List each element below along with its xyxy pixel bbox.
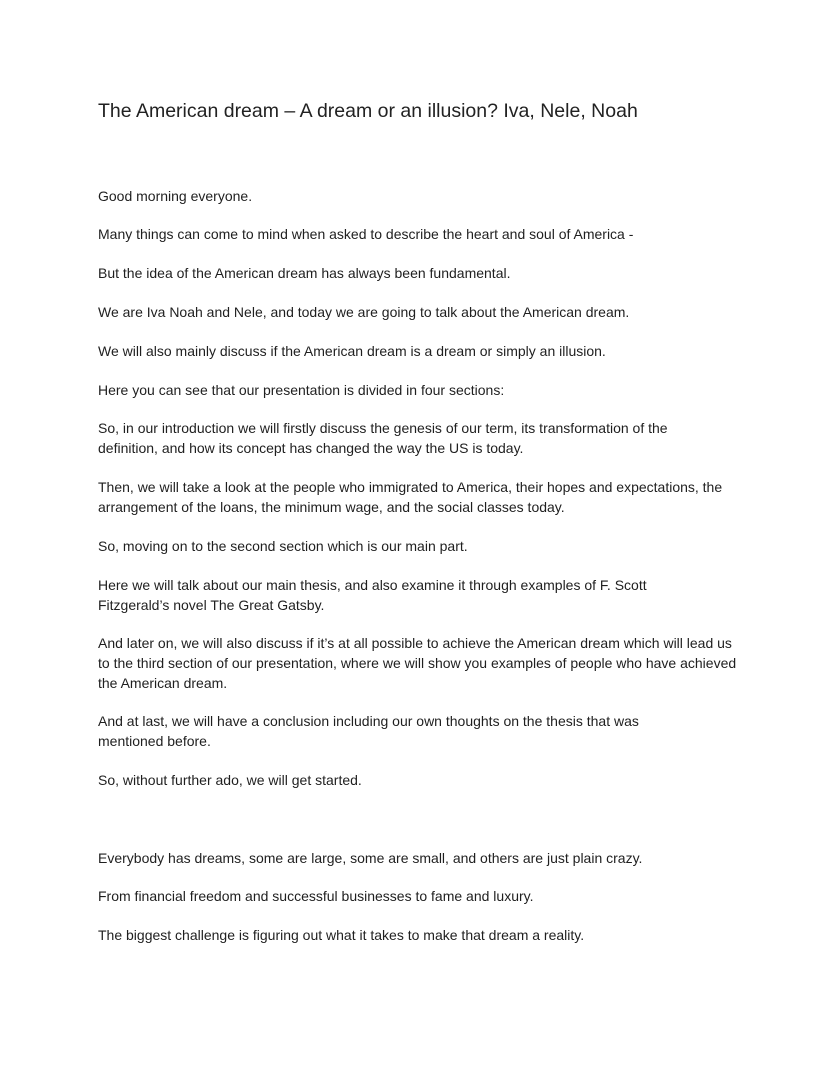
paragraph-greeting: Good morning everyone. bbox=[98, 188, 253, 204]
paragraph-four-sections: Here you can see that our presentation is divided in four sections: bbox=[98, 382, 505, 398]
paragraph-introduction: We are Iva Noah and Nele, and today we are going to talk about the American dream. bbox=[98, 304, 630, 320]
paragraph-main-thesis: Here we will talk about our main thesis, and also examine it through examples of F. Scott Fitzgerald’s novel The Great Gatsby. bbox=[98, 577, 647, 613]
paragraph-section-one: So, in our introduction we will firstly discuss the genesis of our term, its transformation of the definition, and how its concept has changed the way the US is today. bbox=[98, 420, 668, 456]
paragraph-dream-or-illusion: We will also mainly discuss if the American dream is a dream or simply an illusion. bbox=[98, 343, 606, 359]
paragraph-section-three: And later on, we will also discuss if it’s at all possible to achieve the American dream which will lead us to the third section of our presentation, where we will show you examples of people who have achieved the American dream. bbox=[98, 635, 737, 691]
paragraph-immigration: Then, we will take a look at the people who immigrated to America, their hopes and expectations, the arrangement of the loans, the minimum wage, and the social classes today. bbox=[98, 479, 723, 515]
paragraph-section-two: So, moving on to the second section which is our main part. bbox=[98, 538, 468, 554]
paragraph-biggest-challenge: The biggest challenge is figuring out what it takes to make that dream a reality. bbox=[98, 927, 585, 943]
paragraph-everybody-has-dreams: Everybody has dreams, some are large, some are small, and others are just plain crazy. bbox=[98, 850, 643, 866]
document-title: The American dream – A dream or an illusion? Iva, Nele, Noah bbox=[98, 100, 638, 122]
paragraph-heart-and-soul: Many things can come to mind when asked to describe the heart and soul of America - bbox=[98, 226, 634, 242]
paragraph-financial-freedom: From financial freedom and successful businesses to fame and luxury. bbox=[98, 888, 534, 904]
paragraph-get-started: So, without further ado, we will get started. bbox=[98, 772, 362, 788]
paragraph-conclusion: And at last, we will have a conclusion including our own thoughts on the thesis that was mentioned before. bbox=[98, 713, 639, 749]
paragraph-fundamental: But the idea of the American dream has always been fundamental. bbox=[98, 265, 511, 281]
